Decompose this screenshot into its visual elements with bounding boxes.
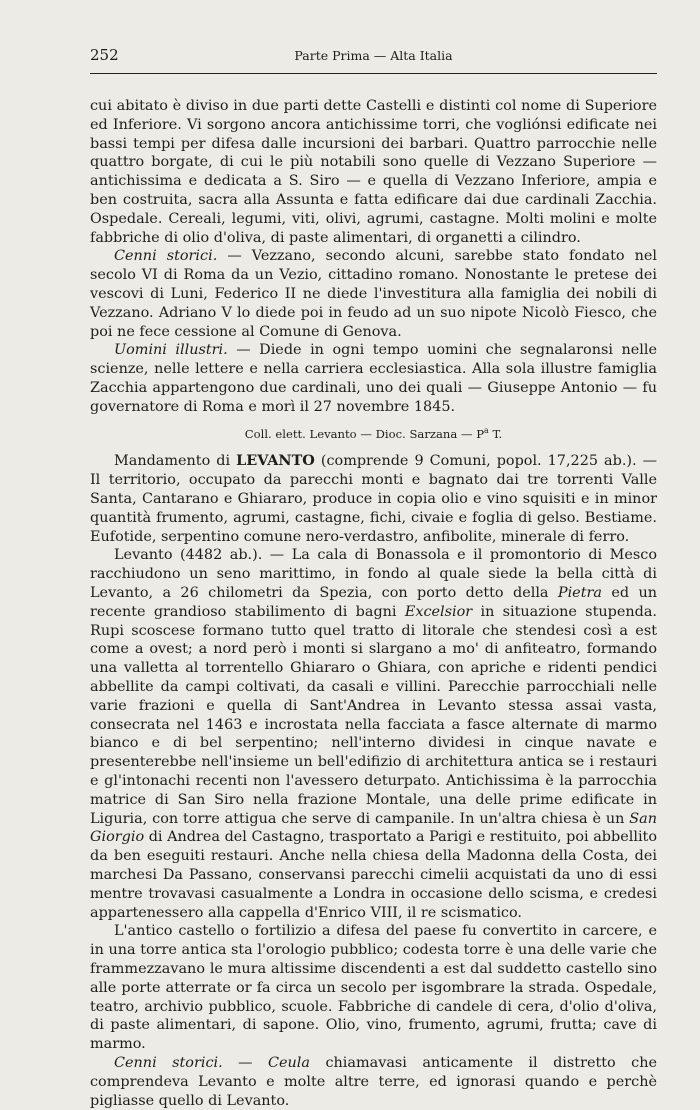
paragraph-vezzano-notables [90, 341, 657, 416]
section-heading: Cenni storici. [114, 1054, 223, 1071]
header-rule [90, 73, 657, 74]
electoral-note [90, 426, 657, 441]
running-title: Parte Prima — Alta Italia [294, 48, 453, 63]
italic-term: Ceula [268, 1054, 310, 1071]
page-header [90, 46, 657, 70]
paragraph-text: — [222, 1054, 269, 1071]
paragraph-levanto-town [90, 546, 657, 922]
paragraph-text: L'antico castello o fortilizio a difesa del paese fu convertito in carcere, e in una torre antica sta l'orologio pubblico; codesta torre è una delle varie che frammezzavano le mura altissime discendenti a est dal suddetto castello sino alle porte atterrate or fa circa un secolo per isgombrare la strada. Ospedale, teatro, archivio pubblico, scuole. Fabbriche di candele di cera, d'olio d'oliva, di paste alimentari, di sapone. Olio, vino, frumento, agrumi, frutta; cave di marmo. [90, 923, 657, 1053]
italic-term: Excelsior [404, 603, 473, 620]
paragraph-text: (comprende 9 Comuni, popol. 17,225 ab.). — Il territorio, occupato da parecchi monti e bagnato dai tre torrenti Valle Santa, Cantarano e Ghiararo, produce in copia olio e vino squisiti e in minor quantità frumento, agrumi, castagne, fichi, civaie e foglia di gelso. Bestiame. Eufotide, serpentino comune nero-verdastro, anfibolite, minerale di ferro. [90, 453, 658, 545]
note-text: Coll. elett. Levanto — Dioc. Sarzana — P [244, 426, 485, 441]
italic-term: Pietra [557, 584, 602, 601]
section-heading: Uomini illustri. [114, 342, 228, 359]
paragraph-mandamento-levanto [90, 452, 657, 546]
paragraph-text: in situazione stupenda. Rupi scoscese formano tutto quel tratto di litorale che stendesi così a est come a ovest; a nord però i monti si slargano a mo' di anfiteatro, formando una valletta al torrentello Ghiararo o Ghiara, con apriche e ridenti pendici abbellite da campi coltivati, da casali e villini. Parecchie parrocchiali nelle varie frazioni e quella di Sant'Andrea in Levanto stessa assai vasta, consecrata nel 1463 e incrostata nella facciata a fasce alternate di marmo bianco e di bel serpentino; nell'interno dividesi in cinque navate e presenterebbe nell'insieme un bell'edifizio di architettura antica se i restauri e gl'intonachi recenti non l'avessero deturpato. Antichissima è la parrocchia matrice di San Siro nella frazione Montale, una delle prime edificate in Liguria, con torre attigua che serve di campanile. In un'altra chiesa è un [90, 603, 657, 827]
mandamento-lead: Mandamento di [114, 453, 237, 470]
page-number: 252 [90, 46, 119, 64]
paragraph-text: di Andrea del Castagno, trasportato a Parigi e restituito, poi abbellito da ben eseguiti restauri. Anche nella chiesa della Madonna della Costa, dei marchesi Da Passano, conservansi parecchi cimelii acquistati da uno di essi mentre trovavasi casualmente a Londra in occasione dello scisma, e credesi appartenessero alla cappella d'Enrico VIII, il re scismatico. [90, 829, 657, 921]
paragraph-vezzano-description [90, 97, 657, 247]
town-name: Levanto [114, 547, 173, 564]
note-superscript: a [484, 425, 489, 435]
section-heading: Cenni storici. [114, 248, 218, 265]
paragraph-text: cui abitato è diviso in due parti dette Castelli e distinti col nome di Superiore ed Inferiore. Vi sorgono ancora antichissime torri, che vogliónsi edificate nei bassi tempi per difesa dalle incursioni dei barbari. Quattro parrocchie nelle quattro borgate, di cui le più notabili sono quelle di Vezzano Superiore — antichissima e dedicata a S. Siro — e quella di Vezzano Inferiore, ampia e ben costruita, sacra alla Assunta e fatta edificare dai due cardinali Zacchia. Ospedale. Cereali, legumi, viti, olivi, agrumi, castagne. Molti molini e molte fabbriche di olio d'oliva, di paste alimentari, di organetti a cilindro. [90, 98, 657, 246]
paragraph-levanto-castle [90, 922, 657, 1054]
italic-term: San Giorgio [90, 810, 657, 846]
paragraph-levanto-history [90, 1054, 657, 1110]
paragraph-text: — Diede in ogni tempo uomini che segnalaronsi nelle scienze, nelle lettere e nella carriera ecclesiastica. Alla sola illustre famiglia Zacchia appartengono due cardinali, uno dei quali — Giuseppe Antonio — fu governatore di Roma e morì il 27 novembre 1845. [90, 342, 657, 415]
mandamento-name: LEVANTO [236, 452, 315, 470]
paragraph-text: ed un recente grandioso stabilimento di bagni [90, 584, 657, 620]
paragraph-text: (4482 ab.). — La cala di Bonassola e il promontorio di Mesco racchiudono un seno marittimo, in fondo al quale siede la bella città di Levanto, a 26 chilometri da Spezia, con porto detto della [90, 547, 657, 601]
paragraph-text: — Vezzano, secondo alcuni, sarebbe stato fondato nel secolo VI di Roma da un Vezio, cittadino romano. Nonostante le pretese dei vescovi di Luni, Federico II ne diede l'investitura alla famiglia dei nobili di Vezzano. Adriano V lo diede poi in feudo ad un suo nipote Nicolò Fiesco, che poi ne fece cessione al Comune di Genova. [90, 248, 657, 340]
paragraph-text: chiamavasi anticamente il distretto che comprendeva Levanto e molte altre terre, ed ignorasi quando e perchè pigliasse quello di Levanto. [90, 1054, 657, 1109]
note-end: T. [488, 426, 503, 441]
page-body [90, 97, 657, 1110]
paragraph-vezzano-history [90, 247, 657, 341]
